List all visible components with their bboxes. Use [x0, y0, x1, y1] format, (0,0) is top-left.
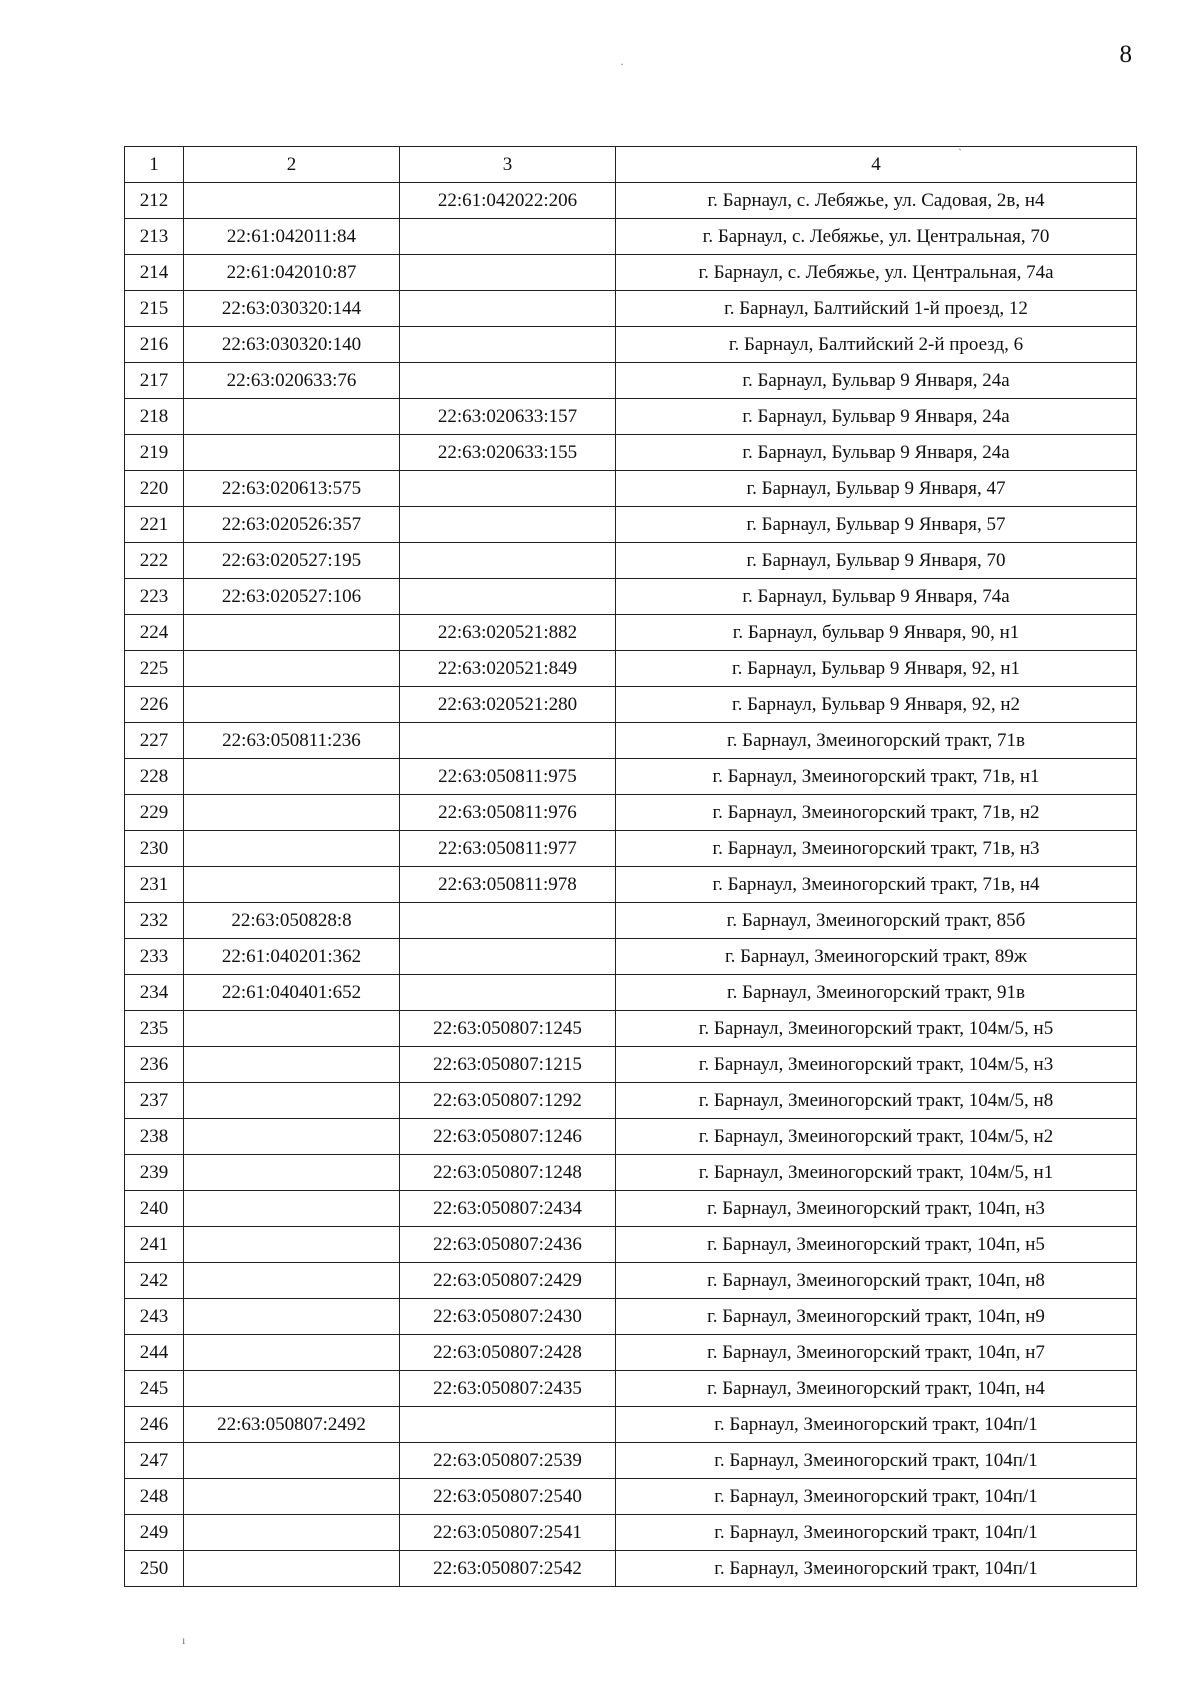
address-cell: г. Барнаул, Бульвар 9 Января, 74а: [616, 579, 1137, 615]
object-cadastral-number-cell: 22:63:050807:1248: [400, 1155, 616, 1191]
row-number-cell: 246: [125, 1407, 184, 1443]
cadastral-number-cell: [184, 867, 400, 903]
table-row: [125, 579, 1137, 615]
cadastral-number-cell: 22:63:030320:144: [184, 291, 400, 327]
row-number-cell: 215: [125, 291, 184, 327]
row-number-cell: 248: [125, 1479, 184, 1515]
header-row: [125, 147, 1137, 183]
row-number-cell: 222: [125, 543, 184, 579]
cadastral-number-cell: 22:63:020527:106: [184, 579, 400, 615]
column-header-3: 3: [400, 147, 616, 183]
address-cell: г. Барнаул, Балтийский 1-й проезд, 12: [616, 291, 1137, 327]
object-cadastral-number-cell: [400, 291, 616, 327]
cadastral-number-cell: [184, 1047, 400, 1083]
table-row: [125, 975, 1137, 1011]
address-cell: г. Барнаул, Балтийский 2-й проезд, 6: [616, 327, 1137, 363]
address-cell: г. Барнаул, Бульвар 9 Января, 92, н1: [616, 651, 1137, 687]
table-row: [125, 363, 1137, 399]
object-cadastral-number-cell: 22:63:050807:2539: [400, 1443, 616, 1479]
object-cadastral-number-cell: [400, 255, 616, 291]
address-cell: г. Барнаул, Змеиногорский тракт, 104м/5, н1: [616, 1155, 1137, 1191]
row-number-cell: 235: [125, 1011, 184, 1047]
table-row: [125, 1335, 1137, 1371]
table-row: [125, 939, 1137, 975]
registry-table: [124, 146, 1137, 1587]
address-cell: г. Барнаул, Змеиногорский тракт, 104п, н9: [616, 1299, 1137, 1335]
table-body: [125, 183, 1137, 1587]
row-number-cell: 230: [125, 831, 184, 867]
cadastral-number-cell: [184, 651, 400, 687]
object-cadastral-number-cell: 22:63:050807:2436: [400, 1227, 616, 1263]
cadastral-number-cell: [184, 1227, 400, 1263]
object-cadastral-number-cell: [400, 723, 616, 759]
address-cell: г. Барнаул, Змеиногорский тракт, 71в, н2: [616, 795, 1137, 831]
row-number-cell: 227: [125, 723, 184, 759]
row-number-cell: 219: [125, 435, 184, 471]
table-row: [125, 867, 1137, 903]
row-number-cell: 239: [125, 1155, 184, 1191]
table-row: [125, 1191, 1137, 1227]
address-cell: г. Барнаул, Змеиногорский тракт, 104п/1: [616, 1479, 1137, 1515]
address-cell: г. Барнаул, с. Лебяжье, ул. Садовая, 2в, н4: [616, 183, 1137, 219]
object-cadastral-number-cell: [400, 939, 616, 975]
address-cell: г. Барнаул, Змеиногорский тракт, 104п/1: [616, 1551, 1137, 1587]
cadastral-number-cell: [184, 1263, 400, 1299]
object-cadastral-number-cell: 22:63:050811:977: [400, 831, 616, 867]
table-row: [125, 291, 1137, 327]
row-number-cell: 247: [125, 1443, 184, 1479]
address-cell: г. Барнаул, Бульвар 9 Января, 47: [616, 471, 1137, 507]
object-cadastral-number-cell: [400, 903, 616, 939]
address-cell: г. Барнаул, Змеиногорский тракт, 104м/5, н5: [616, 1011, 1137, 1047]
row-number-cell: 225: [125, 651, 184, 687]
address-cell: г. Барнаул, Змеиногорский тракт, 104п, н3: [616, 1191, 1137, 1227]
row-number-cell: 228: [125, 759, 184, 795]
cadastral-number-cell: [184, 1551, 400, 1587]
cadastral-number-cell: [184, 687, 400, 723]
address-cell: г. Барнаул, Бульвар 9 Января, 24а: [616, 399, 1137, 435]
row-number-cell: 240: [125, 1191, 184, 1227]
object-cadastral-number-cell: [400, 507, 616, 543]
row-number-cell: 217: [125, 363, 184, 399]
cadastral-number-cell: 22:63:020633:76: [184, 363, 400, 399]
row-number-cell: 221: [125, 507, 184, 543]
scan-speck: ˏ: [958, 137, 962, 151]
address-cell: г. Барнаул, Бульвар 9 Января, 57: [616, 507, 1137, 543]
object-cadastral-number-cell: 22:63:050807:2542: [400, 1551, 616, 1587]
table-row: [125, 183, 1137, 219]
object-cadastral-number-cell: 22:63:050807:2429: [400, 1263, 616, 1299]
cadastral-number-cell: [184, 183, 400, 219]
address-cell: г. Барнаул, Змеиногорский тракт, 71в, н3: [616, 831, 1137, 867]
cadastral-number-cell: 22:61:042011:84: [184, 219, 400, 255]
table-row: [125, 903, 1137, 939]
object-cadastral-number-cell: [400, 579, 616, 615]
address-cell: г. Барнаул, Змеиногорский тракт, 104п, н8: [616, 1263, 1137, 1299]
table-row: [125, 471, 1137, 507]
cadastral-number-cell: [184, 795, 400, 831]
cadastral-number-cell: 22:63:050828:8: [184, 903, 400, 939]
object-cadastral-number-cell: 22:63:050811:976: [400, 795, 616, 831]
object-cadastral-number-cell: 22:61:042022:206: [400, 183, 616, 219]
table-row: [125, 435, 1137, 471]
row-number-cell: 241: [125, 1227, 184, 1263]
row-number-cell: 218: [125, 399, 184, 435]
row-number-cell: 243: [125, 1299, 184, 1335]
row-number-cell: 224: [125, 615, 184, 651]
object-cadastral-number-cell: 22:63:050807:2540: [400, 1479, 616, 1515]
object-cadastral-number-cell: [400, 471, 616, 507]
table-row: [125, 1011, 1137, 1047]
address-cell: г. Барнаул, Змеиногорский тракт, 104п/1: [616, 1443, 1137, 1479]
cadastral-number-cell: [184, 1335, 400, 1371]
row-number-cell: 242: [125, 1263, 184, 1299]
cadastral-number-cell: [184, 1371, 400, 1407]
object-cadastral-number-cell: 22:63:020633:155: [400, 435, 616, 471]
cadastral-number-cell: 22:63:050807:2492: [184, 1407, 400, 1443]
address-cell: г. Барнаул, Змеиногорский тракт, 104п/1: [616, 1515, 1137, 1551]
row-number-cell: 212: [125, 183, 184, 219]
cadastral-number-cell: [184, 831, 400, 867]
cadastral-number-cell: 22:63:020613:575: [184, 471, 400, 507]
table-row: [125, 1227, 1137, 1263]
table-row: [125, 687, 1137, 723]
object-cadastral-number-cell: 22:63:050807:2541: [400, 1515, 616, 1551]
object-cadastral-number-cell: [400, 327, 616, 363]
cadastral-number-cell: [184, 1119, 400, 1155]
row-number-cell: 244: [125, 1335, 184, 1371]
row-number-cell: 231: [125, 867, 184, 903]
table-row: [125, 507, 1137, 543]
table-row: [125, 1515, 1137, 1551]
table-row: [125, 1407, 1137, 1443]
cadastral-number-cell: [184, 1155, 400, 1191]
address-cell: г. Барнаул, с. Лебяжье, ул. Центральная, 74а: [616, 255, 1137, 291]
row-number-cell: 223: [125, 579, 184, 615]
address-cell: г. Барнаул, бульвар 9 Января, 90, н1: [616, 615, 1137, 651]
object-cadastral-number-cell: 22:63:050807:1246: [400, 1119, 616, 1155]
cadastral-number-cell: 22:61:042010:87: [184, 255, 400, 291]
row-number-cell: 229: [125, 795, 184, 831]
table-row: [125, 1479, 1137, 1515]
object-cadastral-number-cell: 22:63:020521:882: [400, 615, 616, 651]
address-cell: г. Барнаул, Бульвар 9 Января, 92, н2: [616, 687, 1137, 723]
address-cell: г. Барнаул, Змеиногорский тракт, 104м/5, н2: [616, 1119, 1137, 1155]
cadastral-number-cell: [184, 615, 400, 651]
object-cadastral-number-cell: 22:63:020521:280: [400, 687, 616, 723]
row-number-cell: 232: [125, 903, 184, 939]
row-number-cell: 250: [125, 1551, 184, 1587]
scan-speck: ·: [620, 57, 624, 71]
table-row: [125, 1083, 1137, 1119]
table-header: [125, 147, 1137, 183]
row-number-cell: 245: [125, 1371, 184, 1407]
address-cell: г. Барнаул, Змеиногорский тракт, 71в, н4: [616, 867, 1137, 903]
object-cadastral-number-cell: 22:63:020521:849: [400, 651, 616, 687]
table-row: [125, 1119, 1137, 1155]
address-cell: г. Барнаул, Змеиногорский тракт, 85б: [616, 903, 1137, 939]
object-cadastral-number-cell: 22:63:050811:975: [400, 759, 616, 795]
table-row: [125, 1371, 1137, 1407]
object-cadastral-number-cell: [400, 975, 616, 1011]
address-cell: г. Барнаул, Змеиногорский тракт, 89ж: [616, 939, 1137, 975]
table-row: [125, 1443, 1137, 1479]
table-row: [125, 327, 1137, 363]
row-number-cell: 213: [125, 219, 184, 255]
address-cell: г. Барнаул, Змеиногорский тракт, 104п, н7: [616, 1335, 1137, 1371]
row-number-cell: 249: [125, 1515, 184, 1551]
object-cadastral-number-cell: [400, 543, 616, 579]
cadastral-number-cell: 22:63:050811:236: [184, 723, 400, 759]
cadastral-number-cell: 22:63:030320:140: [184, 327, 400, 363]
cadastral-number-cell: 22:61:040201:362: [184, 939, 400, 975]
object-cadastral-number-cell: [400, 363, 616, 399]
row-number-cell: 238: [125, 1119, 184, 1155]
address-cell: г. Барнаул, Змеиногорский тракт, 71в, н1: [616, 759, 1137, 795]
table-row: [125, 543, 1137, 579]
cadastral-number-cell: [184, 1299, 400, 1335]
row-number-cell: 226: [125, 687, 184, 723]
column-header-2: 2: [184, 147, 400, 183]
row-number-cell: 233: [125, 939, 184, 975]
row-number-cell: 236: [125, 1047, 184, 1083]
table-row: [125, 831, 1137, 867]
table-row: [125, 1047, 1137, 1083]
scan-speck: ı: [182, 1633, 186, 1647]
row-number-cell: 220: [125, 471, 184, 507]
table-row: [125, 219, 1137, 255]
object-cadastral-number-cell: [400, 219, 616, 255]
object-cadastral-number-cell: 22:63:050807:2430: [400, 1299, 616, 1335]
address-cell: г. Барнаул, Змеиногорский тракт, 71в: [616, 723, 1137, 759]
address-cell: г. Барнаул, Змеиногорский тракт, 104м/5, н8: [616, 1083, 1137, 1119]
object-cadastral-number-cell: 22:63:050811:978: [400, 867, 616, 903]
address-cell: г. Барнаул, Бульвар 9 Января, 24а: [616, 435, 1137, 471]
object-cadastral-number-cell: [400, 1407, 616, 1443]
object-cadastral-number-cell: 22:63:050807:2428: [400, 1335, 616, 1371]
column-header-1: 1: [125, 147, 184, 183]
address-cell: г. Барнаул, Бульвар 9 Января, 70: [616, 543, 1137, 579]
cadastral-number-cell: [184, 435, 400, 471]
address-cell: г. Барнаул, Змеиногорский тракт, 91в: [616, 975, 1137, 1011]
row-number-cell: 234: [125, 975, 184, 1011]
table-row: [125, 723, 1137, 759]
cadastral-number-cell: [184, 1083, 400, 1119]
table-row: [125, 651, 1137, 687]
cadastral-number-cell: 22:61:040401:652: [184, 975, 400, 1011]
table-row: [125, 795, 1137, 831]
object-cadastral-number-cell: 22:63:050807:2435: [400, 1371, 616, 1407]
row-number-cell: 216: [125, 327, 184, 363]
object-cadastral-number-cell: 22:63:050807:1245: [400, 1011, 616, 1047]
table-row: [125, 1299, 1137, 1335]
table-row: [125, 615, 1137, 651]
cadastral-number-cell: [184, 1515, 400, 1551]
cadastral-number-cell: 22:63:020527:195: [184, 543, 400, 579]
table-row: [125, 1263, 1137, 1299]
address-cell: г. Барнаул, с. Лебяжье, ул. Центральная, 70: [616, 219, 1137, 255]
cadastral-number-cell: [184, 399, 400, 435]
row-number-cell: 214: [125, 255, 184, 291]
address-cell: г. Барнаул, Змеиногорский тракт, 104п/1: [616, 1407, 1137, 1443]
address-cell: г. Барнаул, Змеиногорский тракт, 104п, н5: [616, 1227, 1137, 1263]
table-row: [125, 1155, 1137, 1191]
object-cadastral-number-cell: 22:63:050807:1292: [400, 1083, 616, 1119]
address-cell: г. Барнаул, Змеиногорский тракт, 104м/5, н3: [616, 1047, 1137, 1083]
cadastral-number-cell: [184, 759, 400, 795]
object-cadastral-number-cell: 22:63:050807:2434: [400, 1191, 616, 1227]
table-row: [125, 759, 1137, 795]
column-header-4: 4: [616, 147, 1137, 183]
object-cadastral-number-cell: 22:63:050807:1215: [400, 1047, 616, 1083]
page-number: 8: [1119, 41, 1132, 68]
cadastral-number-cell: [184, 1443, 400, 1479]
cadastral-number-cell: [184, 1011, 400, 1047]
cadastral-number-cell: [184, 1479, 400, 1515]
row-number-cell: 237: [125, 1083, 184, 1119]
address-cell: г. Барнаул, Бульвар 9 Января, 24а: [616, 363, 1137, 399]
cadastral-number-cell: 22:63:020526:357: [184, 507, 400, 543]
object-cadastral-number-cell: 22:63:020633:157: [400, 399, 616, 435]
table-row: [125, 255, 1137, 291]
cadastral-number-cell: [184, 1191, 400, 1227]
table-row: [125, 399, 1137, 435]
address-cell: г. Барнаул, Змеиногорский тракт, 104п, н4: [616, 1371, 1137, 1407]
table-row: [125, 1551, 1137, 1587]
